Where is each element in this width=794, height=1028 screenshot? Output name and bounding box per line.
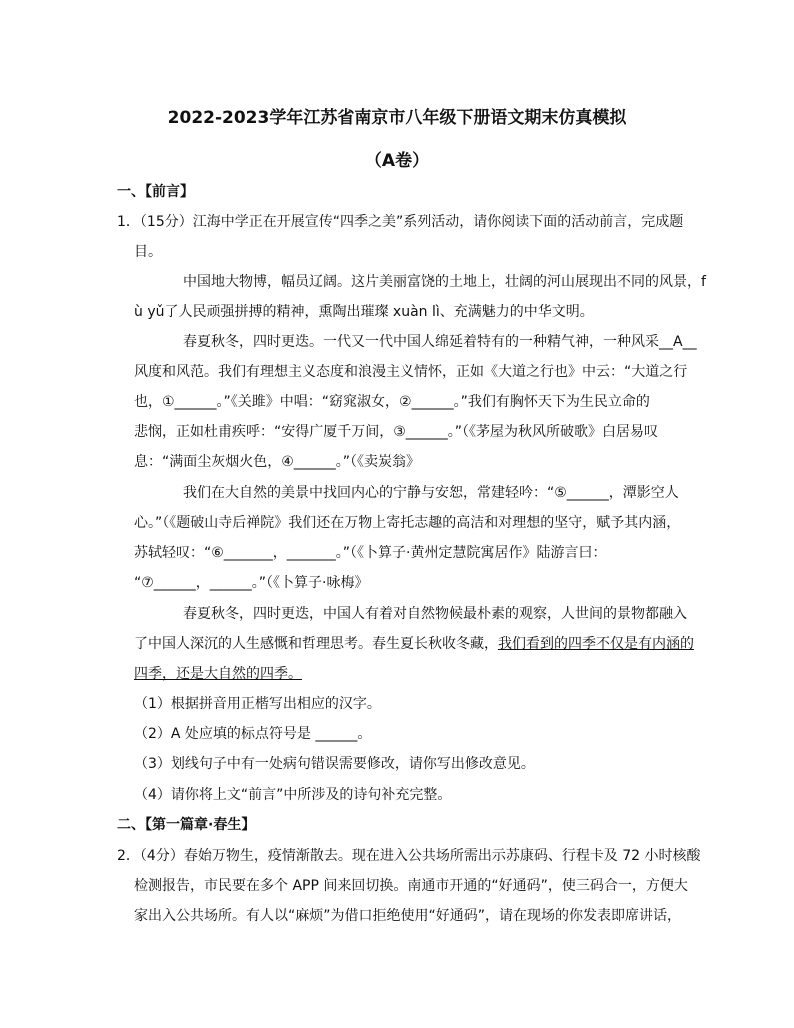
- preface-para-3-l3: 苏轼轻叹：“⑥_______，_______。”（《卜算子·黄州定慧院寓居作》陆游言曰：: [134, 545, 607, 561]
- question-1-stem-cont: 目。: [134, 244, 162, 260]
- underlined-sentence: 我们看到的四季不仅是有内涵的: [498, 636, 694, 652]
- preface-para-4: 春夏秋冬，四时更迭，中国人有着对自然物候最朴素的观察，人世间的景物都融入: [183, 606, 687, 622]
- document-title: 2022-2023学年江苏省南京市八年级下册语文期末仿真模拟: [167, 108, 627, 128]
- question-1-stem: 1．（15分）江海中学正在开展宣传“四季之美”系列活动，请你阅读下面的活动前言，完成题: [117, 214, 684, 230]
- subquestion-1: （1）根据拼音用正楷写出相应的汉字。: [134, 696, 381, 712]
- document-subtitle: （A卷）: [364, 151, 430, 171]
- subquestion-3: （3）划线句子中有一处病句错误需要修改，请你写出修改意见。: [134, 756, 535, 772]
- preface-para-4-l2-text: 了中国人深沉的人生感慨和哲理思考。春生夏长秋收冬藏，: [134, 636, 498, 652]
- preface-para-2-l5: 息：“满面尘灰烟火色，④______。”（《卖炭翁》: [134, 454, 421, 470]
- preface-para-4-l2: [134, 634, 694, 654]
- section-heading-preface: 一、【前言】: [117, 184, 194, 200]
- question-2-stem-l3: 家出入公共场所。有人以“麻烦”为借口拒绝使用“好通码”，请在现场的你发表即席讲话，: [134, 908, 682, 924]
- preface-para-3-l2: 心。”（《题破山寺后禅院》我们还在万物上寄托志趣的高洁和对理想的坚守，赋予其内涵，: [134, 515, 681, 531]
- preface-para-3: 我们在大自然的美景中找回内心的宁静与安恕，常建轻吟：“⑤______，潭影空人: [183, 485, 679, 501]
- preface-para-2: 春夏秋冬，四时更迭。一代又一代中国人绵延着特有的一种精气神，一种风采__A__: [183, 334, 697, 350]
- question-2-stem-l2: 检测报告，市民要在多个 APP 间来回切换。南通市开通的“好通码”，使三码合一，方便大: [134, 878, 688, 894]
- subquestion-2: （2）A 处应填的标点符号是 ______。: [134, 726, 372, 742]
- preface-para-1: 中国地大物博，幅员辽阔。这片美丽富饶的土地上，壮阔的河山展现出不同的风景，f: [183, 274, 706, 290]
- section-heading-chapter-1: 二、【第一篇章·春生】: [117, 817, 256, 833]
- preface-para-3-l4: “⑦______，______。”（《卜算子·咏梅》: [134, 575, 369, 591]
- underlined-sentence-cont: 四季，还是大自然的四季。: [134, 666, 302, 682]
- subquestion-4: （4）请你将上文“前言”中所涉及的诗句补充完整。: [134, 787, 452, 803]
- preface-para-2-l4: 悲悯，正如杜甫疾呼：“安得广厦千万间，③______。”（《茅屋为秋风所破歌》白居易叹: [134, 424, 659, 440]
- preface-para-1-cont: ù yǔ了人民顽强拼搏的精神，熏陶出璀璨 xuàn lì、充满魅力的中华文明。: [134, 304, 594, 320]
- preface-para-2-l3: 也，①______。”《关雎》中唱：“窈窕淑女，②______。”我们有胸怀天下为生民立命的: [134, 394, 650, 410]
- preface-para-2-l2: 风度和风范。我们有理想主义态度和浪漫主义情怀，正如《大道之行也》中云：“大道之行: [134, 364, 688, 380]
- question-2-stem: 2．（4分）春始万物生，疫情渐散去。现在进入公共场所需出示苏康码、行程卡及 72 小时核酸: [117, 848, 701, 864]
